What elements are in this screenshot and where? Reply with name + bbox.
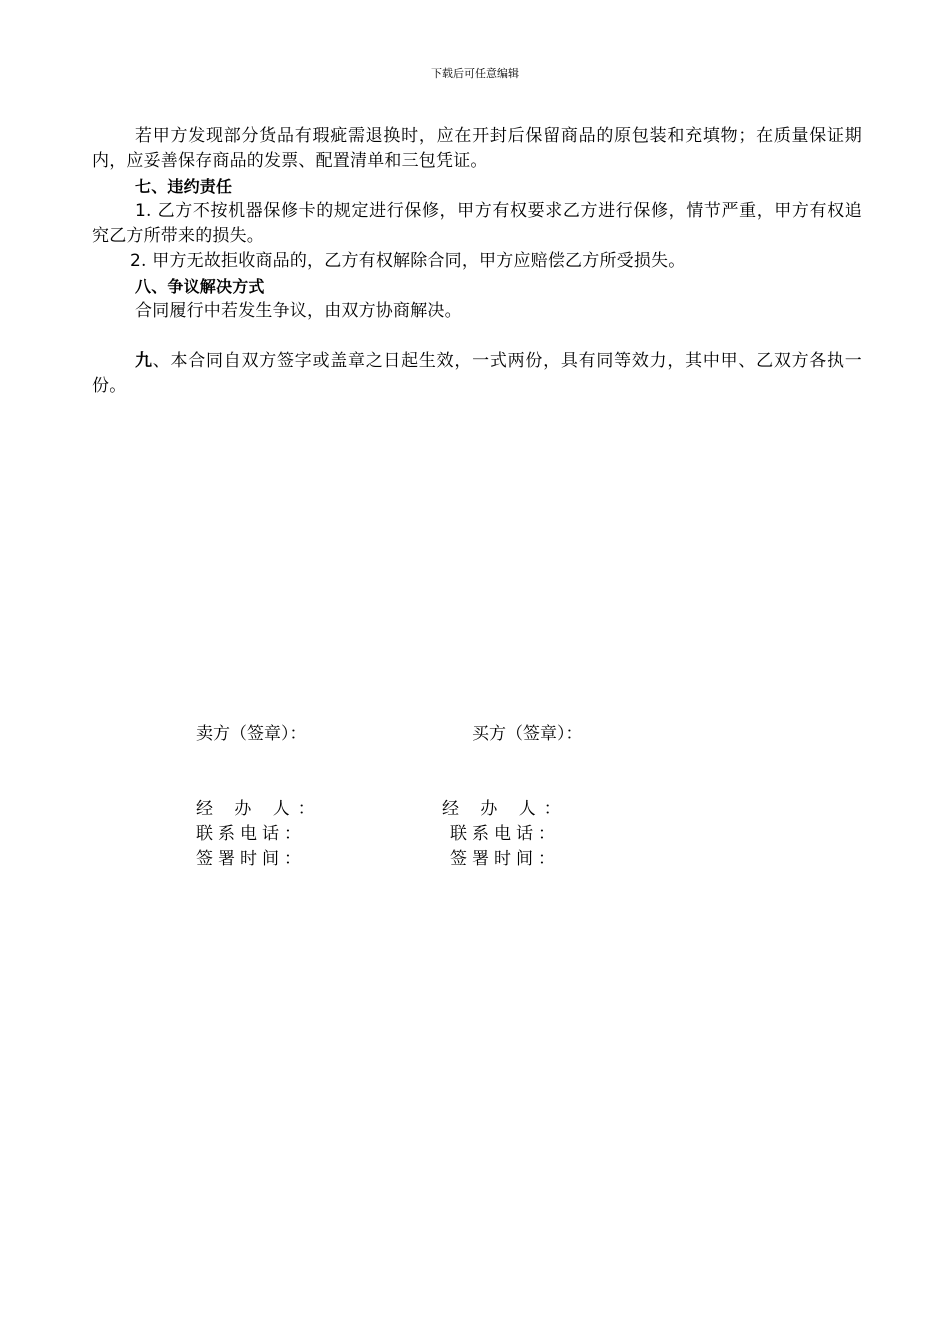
seller-date-label: 签署时间： — [196, 849, 306, 869]
buyer-phone-label: 联系电话： — [450, 824, 560, 844]
buyer-signature-label: 买方（签章）： — [472, 724, 583, 744]
seller-signature-label: 卖方（签章）： — [196, 724, 307, 744]
clause-7-1 — [92, 199, 862, 249]
clause-7-2-number: 2 — [130, 251, 142, 271]
clause-7-2-text: . 甲方无故拒收商品的，乙方有权解除合同，甲方应赔偿乙方所受损失。 — [141, 251, 686, 271]
clause-7-2 — [92, 249, 862, 274]
contract-body — [92, 124, 862, 399]
return-clause: 若甲方发现部分货品有瑕疵需退换时，应在开封后保留商品的原包装和充填物；在质量保证期内，应妥善保存商品的发票、配置清单和三包凭证。 — [92, 126, 862, 171]
section-7-heading: 七、违约责任 — [135, 177, 233, 196]
clause-9-number: 九 — [135, 351, 153, 371]
clause-9 — [92, 349, 862, 399]
buyer-date-label: 签署时间： — [450, 849, 560, 869]
clause-7-1-number: 1 — [135, 201, 147, 221]
clause-7-1-text: . 乙方不按机器保修卡的规定进行保修，甲方有权要求乙方进行保修，情节严重，甲方有权追究乙方所带来的损失。 — [92, 201, 862, 246]
seller-phone-label: 联系电话： — [196, 824, 306, 844]
section-8-heading: 八、争议解决方式 — [135, 277, 265, 296]
clause-9-text: 、本合同自双方签字或盖章之日起生效，一式两份，具有同等效力，其中甲、乙双方各执一份。 — [92, 351, 862, 396]
page-header-note: 下载后可任意编辑 — [431, 67, 519, 80]
clause-8: 合同履行中若发生争议，由双方协商解决。 — [135, 301, 462, 321]
seller-handler-label: 经 办 人： — [196, 799, 323, 819]
buyer-handler-label: 经 办 人： — [442, 799, 569, 819]
